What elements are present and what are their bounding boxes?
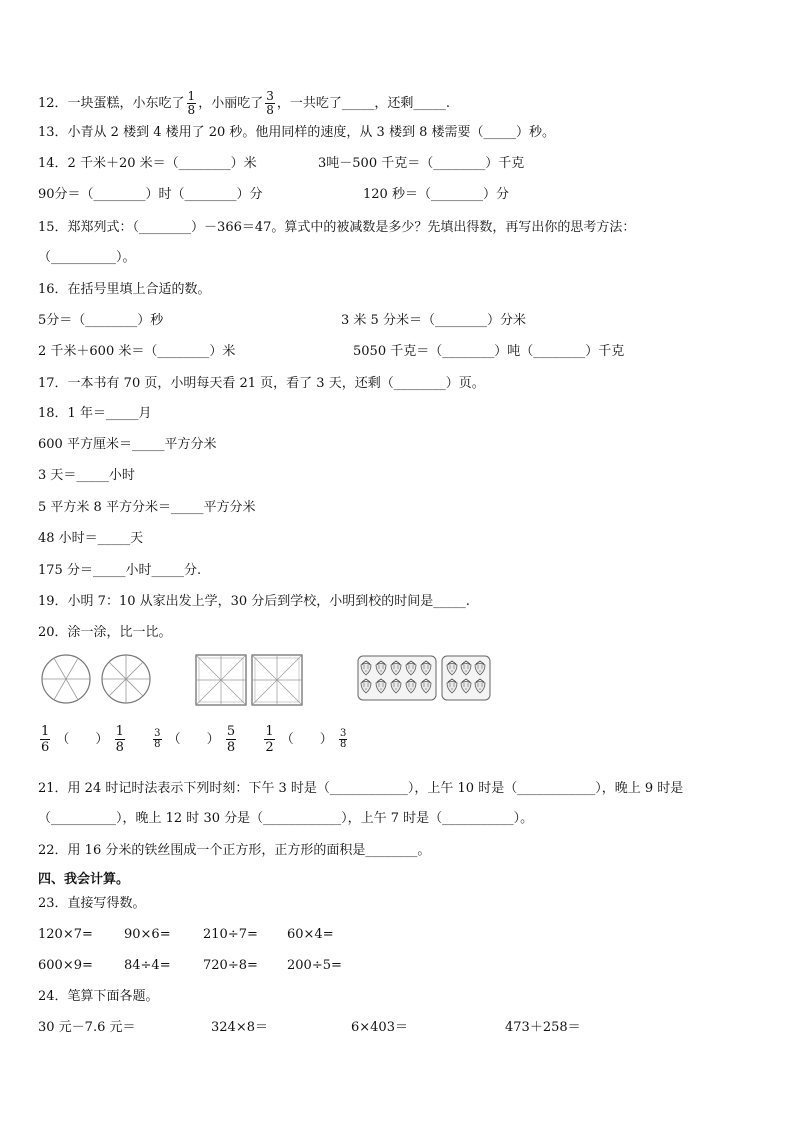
question-16-c: 2 千米＋600 米＝（________）米	[38, 344, 236, 359]
strawberry-seed	[393, 667, 394, 668]
strawberry-seed	[481, 683, 482, 684]
circle-eighths-icon	[102, 655, 150, 703]
square-eighths-icon	[252, 655, 302, 705]
strawberry-seed	[365, 688, 366, 689]
strawberry-seed	[363, 665, 364, 666]
question-14-a: 14．2 千米＋20 米＝（________）米	[38, 156, 257, 171]
strawberry-seed	[477, 683, 478, 684]
strawberry-seed	[397, 683, 398, 684]
q23-item: 210÷7=	[203, 927, 258, 942]
strawberry-seed	[412, 667, 413, 668]
strawberry-seed	[408, 665, 409, 666]
fraction-1-8: $\frac{1}{8}$	[115, 724, 124, 755]
question-21-a: 21．用 24 时记时法表示下列时刻：下午 3 时是（____________），上午 10 时是（____________），晚上 9 时是	[38, 781, 684, 796]
strawberry-seed	[363, 667, 364, 668]
strawberry-seed	[451, 670, 452, 671]
strawberry-seed	[453, 667, 454, 668]
fraction-1-6: $\frac{1}{6}$	[41, 724, 50, 755]
strawberry-seed	[467, 685, 468, 686]
q23-item: 90×6=	[124, 927, 171, 942]
strawberry-seed	[465, 670, 466, 671]
strawberry-seed	[378, 667, 379, 668]
question-16-b: 3 米 5 分米＝（________）分米	[341, 313, 526, 328]
q23-item: 60×4=	[287, 927, 334, 942]
question-19: 19．小明 7：10 从家出发上学，30 分后到学校，小明到校的时间是_____.	[38, 594, 470, 609]
question-14-b: 3吨－500 千克＝（________）千克	[318, 156, 525, 171]
strawberry-seed	[449, 665, 450, 666]
q23-item: 84÷4=	[124, 958, 171, 973]
fraction-1-2: $\frac{1}{2}$	[265, 724, 274, 755]
strawberry-seed	[367, 685, 368, 686]
strawberry-seed	[393, 665, 394, 666]
strawberry-seed	[382, 665, 383, 666]
strawberry-seed	[367, 665, 368, 666]
question-23-title: 23．直接写得数。	[38, 896, 146, 911]
strawberry-seed	[410, 688, 411, 689]
strawberry-seed	[393, 685, 394, 686]
compare-row	[38, 723, 349, 759]
strawberry-seed	[449, 683, 450, 684]
fraction-squares	[195, 654, 303, 706]
strawberry-seed	[463, 683, 464, 684]
fraction-3-8: $\frac{3}{8}$	[154, 728, 161, 750]
question-13: 13．小青从 2 楼到 4 楼用了 20 秒。他用同样的速度，从 3 楼到 8 楼需要（_____）秒。	[38, 125, 555, 140]
strawberry-seed	[481, 665, 482, 666]
strawberry-trays	[357, 655, 491, 701]
square-eighths-icon	[196, 655, 246, 705]
strawberry-seed	[380, 670, 381, 671]
strawberry-seed	[467, 683, 468, 684]
strawberry-seed	[378, 683, 379, 684]
strawberry-seed	[412, 665, 413, 666]
strawberry-seed	[467, 667, 468, 668]
fraction-1-8: $\frac{1}{8}$	[187, 89, 196, 117]
q24-item: 473＋258＝	[505, 1020, 581, 1035]
question-16-title: 16．在括号里填上合适的数。	[38, 282, 211, 297]
strawberry-seed	[453, 665, 454, 666]
section-heading: 四、我会计算。	[38, 872, 130, 887]
question-15-a: 15．郑郑列式：（________）－366＝47。算式中的被减数是多少？先填出得数，再写出你的思考方法：	[38, 220, 636, 235]
compare-blank-2: （ ）	[167, 732, 220, 747]
strawberry-seed	[453, 685, 454, 686]
strawberry-seed	[427, 665, 428, 666]
strawberry-seed	[479, 688, 480, 689]
q12-text-a: 12．一块蛋糕，小东吃了	[38, 96, 185, 111]
strawberry-seed	[479, 670, 480, 671]
compare-blank-1: （ ）	[56, 732, 109, 747]
q24-item: 324×8＝	[211, 1020, 268, 1035]
strawberry-seed	[465, 688, 466, 689]
strawberry-seed	[380, 688, 381, 689]
question-18-e: 48 小时＝_____天	[38, 531, 144, 546]
strawberry-seed	[425, 688, 426, 689]
question-15-b: （__________）。	[38, 250, 136, 265]
strawberry-seed	[453, 683, 454, 684]
strawberry-seed	[425, 670, 426, 671]
strawberry-seed	[451, 688, 452, 689]
strawberry-seed	[378, 665, 379, 666]
strawberry-seed	[408, 685, 409, 686]
question-14-c: 90分＝（________）时（________）分	[38, 187, 263, 202]
strawberry-seed	[481, 685, 482, 686]
strawberry-seed	[481, 667, 482, 668]
strawberry-seed	[463, 685, 464, 686]
strawberry-seed	[477, 665, 478, 666]
question-20-title: 20．涂一涂，比一比。	[38, 625, 172, 640]
strawberry-seed	[412, 685, 413, 686]
question-24-title: 24．笔算下面各题。	[38, 989, 159, 1004]
q23-item: 720÷8=	[203, 958, 258, 973]
q24-item: 30 元－7.6 元＝	[38, 1020, 136, 1035]
strawberry-seed	[412, 683, 413, 684]
strawberry-seed	[395, 688, 396, 689]
fraction-3-8: $\frac{3}{8}$	[266, 89, 274, 117]
strawberry-seed	[427, 667, 428, 668]
question-16-a: 5分＝（________）秒	[38, 313, 164, 328]
strawberry-tray-icon	[442, 656, 490, 700]
strawberry-seed	[427, 683, 428, 684]
strawberry-seed	[382, 685, 383, 686]
strawberry-seed	[423, 667, 424, 668]
question-21-b: （__________），晚上 12 时 30 分是（____________），上午 7 时是（___________）。	[38, 811, 534, 826]
question-18-b: 600 平方厘米＝_____平方分米	[38, 437, 217, 452]
strawberry-seed	[427, 685, 428, 686]
circle-sixths-icon	[42, 655, 90, 703]
question-16-d: 5050 千克＝（________）吨（________）千克	[353, 344, 625, 359]
strawberry-seed	[397, 685, 398, 686]
strawberry-seed	[449, 685, 450, 686]
strawberry-seed	[477, 685, 478, 686]
q12-text-c: ，一共吃了_____，还剩_____.	[276, 96, 450, 111]
q12-text-b: ，小丽吃了	[198, 96, 264, 111]
strawberry-seed	[477, 667, 478, 668]
question-12	[38, 90, 450, 117]
strawberry-seed	[363, 683, 364, 684]
fraction-3-8: $\frac{3}{8}$	[339, 728, 347, 750]
strawberry-seed	[423, 683, 424, 684]
strawberry-seed	[449, 667, 450, 668]
strawberry-seed	[393, 683, 394, 684]
question-18-c: 3 天＝_____小时	[38, 468, 135, 483]
q23-item: 200÷5=	[287, 958, 342, 973]
strawberry-seed	[367, 683, 368, 684]
question-17: 17．一本书有 70 页，小明每天看 21 页，看了 3 天，还剩（________）页。	[38, 376, 485, 391]
strawberry-tray-icon	[358, 656, 436, 700]
compare-blank-3: （ ）	[280, 732, 333, 747]
q23-item: 120×7=	[38, 927, 93, 942]
question-18-f: 175 分＝_____小时_____分.	[38, 563, 202, 578]
strawberry-seed	[463, 667, 464, 668]
fraction-circles	[38, 653, 158, 705]
question-18-d: 5 平方米 8 平方分米＝_____平方分米	[38, 500, 256, 515]
strawberry-seed	[382, 683, 383, 684]
strawberry-seed	[397, 665, 398, 666]
question-18-a: 18．1 年＝_____月	[38, 406, 152, 421]
strawberry-seed	[363, 685, 364, 686]
strawberry-seed	[367, 667, 368, 668]
strawberry-seed	[423, 665, 424, 666]
strawberry-seed	[408, 667, 409, 668]
strawberry-seed	[378, 685, 379, 686]
strawberry-seed	[382, 667, 383, 668]
strawberry-seed	[467, 665, 468, 666]
strawberry-seed	[410, 670, 411, 671]
question-14-d: 120 秒＝（________）分	[363, 187, 509, 202]
question-22: 22．用 16 分米的铁丝围成一个正方形，正方形的面积是________。	[38, 843, 431, 858]
strawberry-seed	[395, 670, 396, 671]
strawberry-seed	[463, 665, 464, 666]
fraction-5-8: $\frac{5}{8}$	[226, 724, 236, 755]
strawberry-seed	[365, 670, 366, 671]
strawberry-seed	[423, 685, 424, 686]
strawberry-seed	[408, 683, 409, 684]
strawberry-seed	[397, 667, 398, 668]
q24-item: 6×403＝	[351, 1020, 408, 1035]
q23-item: 600×9=	[38, 958, 93, 973]
